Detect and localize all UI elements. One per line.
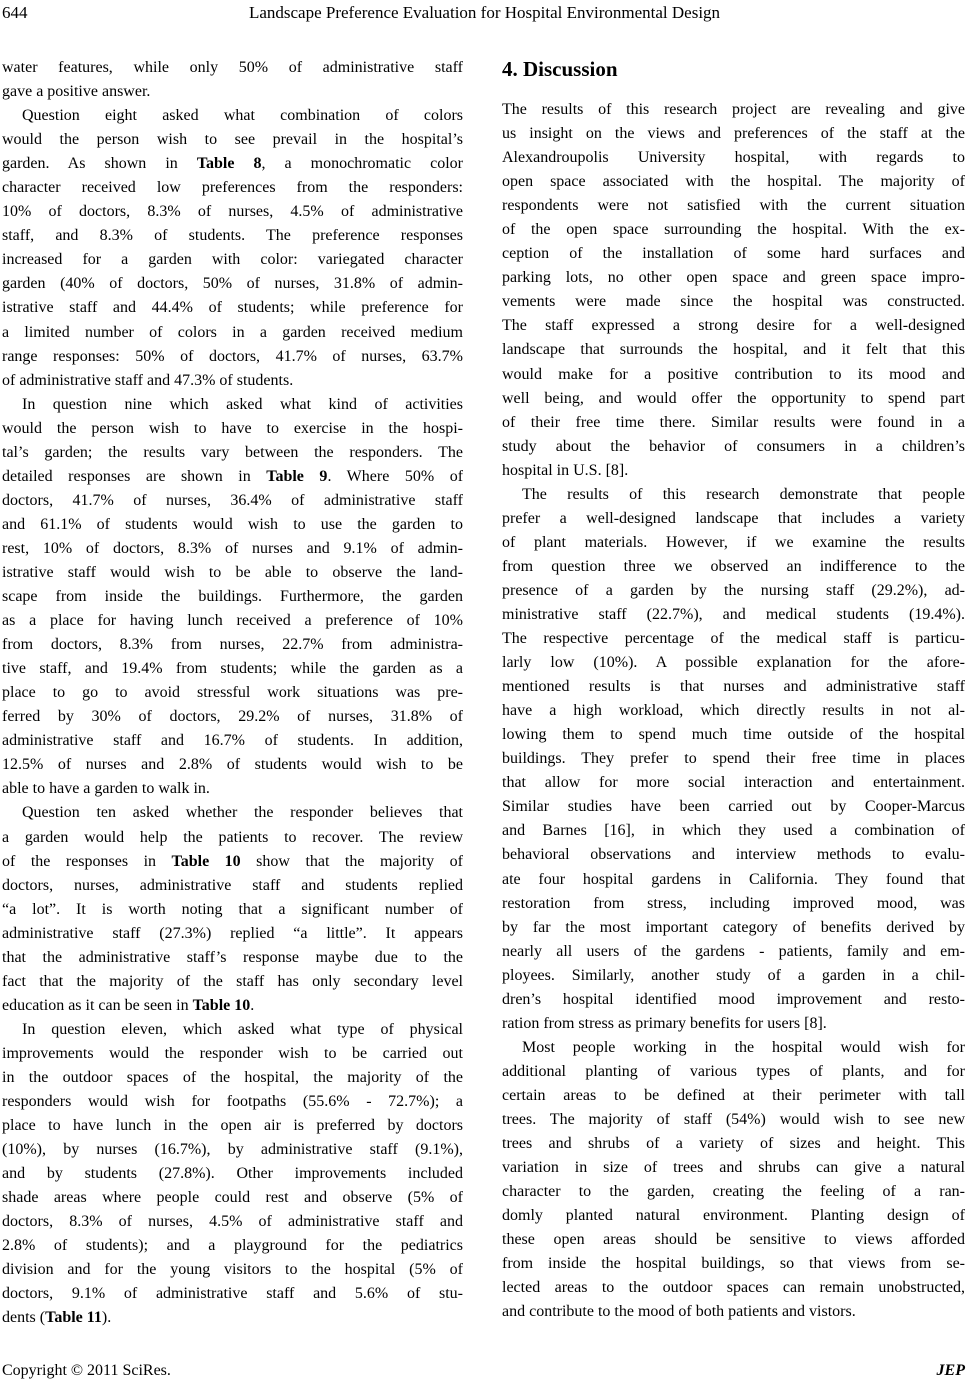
text-line: doctors, 9.1% of administrative staff and 5.6% of stu- xyxy=(2,1285,463,1303)
text-line: istrative staff and 44.4% of students; while preference for xyxy=(2,299,463,317)
text-line: The results of this research demonstrate that people xyxy=(522,485,965,503)
text-line: doctors, nurses, administrative staff and students replied xyxy=(2,876,463,894)
text-line: place to go to avoid stressful work situations was pre- xyxy=(2,684,463,702)
text-line: In question eleven, which asked what type of physical xyxy=(22,1020,463,1038)
text-line: shade areas where people could rest and observe (5% of xyxy=(2,1189,463,1207)
text-line: garden (40% of doctors, 50% of nurses, 31.8% of admin- xyxy=(2,275,463,293)
text-line: as a place for having lunch received a preference of 10% xyxy=(2,612,463,630)
left-column xyxy=(2,56,463,1330)
text-line: of plant materials. However, if we examine the results xyxy=(502,533,965,551)
text-line: larly low (10%). A possible explanation for the afore- xyxy=(502,654,965,672)
text-line: ception of the installation of some hard surfaces and xyxy=(502,245,965,263)
text-line: would the person wish to have to exercise in the hospi- xyxy=(2,419,463,437)
text-line: garden. As shown in Table 8, a monochromatic color xyxy=(2,155,463,173)
text-line: these open areas should be sensitive to views afforded xyxy=(502,1231,965,1249)
text-line: vements were made since the hospital was constructed. xyxy=(502,293,965,311)
running-title: Landscape Preference Evaluation for Hospital Environmental Design xyxy=(248,3,721,22)
text-line: us insight on the views and preferences of the staff at the xyxy=(502,125,965,143)
text-line: administrative staff and 16.7% of students. In addition, xyxy=(2,732,463,750)
text-line: and contribute to the mood of both patients and vistors. xyxy=(502,1303,856,1321)
text-line: tal’s garden; the results vary between the responders. The xyxy=(2,443,463,461)
text-line: scape from inside the buildings. Furthermore, the garden xyxy=(2,588,463,606)
text-line: lowing them to spend much time outside of the hospital xyxy=(502,726,965,744)
text-line: ministrative staff (22.7%), and medical students (19.4%). xyxy=(502,605,965,623)
text-line: variation in size of trees and shrubs can give a natural xyxy=(502,1159,965,1177)
text-line: behavioral observations and interview methods to evalu- xyxy=(502,846,965,864)
text-line: ration from stress as primary benefits for users [8]. xyxy=(502,1014,827,1032)
text-line: and Barnes [16], in which they used a combination of xyxy=(502,822,965,840)
text-line: detailed responses are shown in Table 9. Where 50% of xyxy=(2,467,463,485)
text-line: place to have lunch in the open air is preferred by doctors xyxy=(2,1117,463,1135)
text-line: istrative staff would wish to be able to observe the land- xyxy=(2,563,463,581)
right-column xyxy=(502,56,965,1324)
text-line: from question three we observed an indifference to the xyxy=(502,557,965,575)
section-heading: 4. Discussion xyxy=(502,57,618,81)
text-line: trees and shrubs of a variety of sizes and height. This xyxy=(502,1135,965,1153)
text-line: mentioned results is that nurses and administrative staff xyxy=(502,678,965,696)
text-line: would the person wish to see prevail in the hospital’s xyxy=(2,131,463,149)
text-line: Question eight asked what combination of colors xyxy=(22,107,463,125)
text-line: prefer a well-designed landscape that includes a variety xyxy=(502,509,965,527)
text-line: Alexandroupolis University hospital, with regards to xyxy=(502,149,965,167)
text-line: parking lots, no other open space and green space impro- xyxy=(502,269,965,287)
text-line: that the administrative staff’s response maybe due to the xyxy=(2,948,463,966)
text-line: additional planting of various types of plants, and for xyxy=(502,1062,965,1080)
text-line: well being, and would offer the opportunity to spend part xyxy=(502,389,965,407)
text-line: dren’s hospital identified mood improvement and resto- xyxy=(502,990,965,1008)
text-line: ate four hospital gardens in California. They found that xyxy=(502,870,965,888)
text-line: doctors, 41.7% of nurses, 36.4% of administrative staff xyxy=(2,491,463,509)
page-header xyxy=(0,3,969,25)
text-line: Question ten asked whether the responder believes that xyxy=(22,804,463,822)
text-line: lected areas to the outdoor spaces can remain unobstructed, xyxy=(502,1279,965,1297)
text-line: 2.8% of students); and a playground for the pediatrics xyxy=(2,1237,463,1255)
text-line: of their free time there. Similar results were found in a xyxy=(502,413,965,431)
text-line: improvements would the responder wish to be carried out xyxy=(2,1044,463,1062)
text-line: hospital in U.S. [8]. xyxy=(502,461,629,479)
text-line: able to have a garden to walk in. xyxy=(2,780,210,798)
page-number: 644 xyxy=(2,3,28,22)
text-line: range responses: 50% of doctors, 41.7% of nurses, 63.7% xyxy=(2,347,463,365)
text-line: a limited number of colors in a garden received medium xyxy=(2,323,463,341)
text-line: 10% of doctors, 8.3% of nurses, 4.5% of administrative xyxy=(2,203,463,221)
text-line: “a lot”. It is worth noting that a significant number of xyxy=(2,900,463,918)
text-line: administrative staff (27.3%) replied “a little”. It appears xyxy=(2,924,463,942)
text-line: respondents were not satisfied with the current situation xyxy=(502,197,965,215)
footer-copyright: Copyright © 2011 SciRes. xyxy=(2,1362,171,1379)
text-line: of the open space surrounding the hospital. With the ex- xyxy=(502,221,965,239)
text-line: The staff expressed a strong desire for a well-designed xyxy=(502,317,965,335)
text-line: education as it can be seen in Table 10. xyxy=(2,996,255,1014)
text-line: Most people working in the hospital would wish for xyxy=(522,1038,965,1056)
text-line: nearly all users of the gardens - patients, family and em- xyxy=(502,942,965,960)
page-footer xyxy=(2,1361,965,1381)
text-line: dents (Table 11). xyxy=(2,1309,112,1327)
text-line: staff, and 8.3% of students. The preference responses xyxy=(2,227,463,245)
text-line: trees. The majority of staff (54%) would wish to see new xyxy=(502,1110,965,1128)
text-line: and by students (27.8%). Other improvements included xyxy=(2,1165,463,1183)
text-line: would make for a positive contribution to its mood and xyxy=(502,365,965,383)
text-line: ployees. Similarly, another study of a garden in a chil- xyxy=(502,966,965,984)
text-line: study about the behavior of consumers in a children’s xyxy=(502,437,965,455)
text-line: that allow for more social interaction and entertainment. xyxy=(502,774,965,792)
text-line: rest, 10% of doctors, 8.3% of nurses and 9.1% of admin- xyxy=(2,539,463,557)
text-line: The results of this research project are revealing and give xyxy=(502,101,965,118)
text-line: domly planted natural environment. Planting design of xyxy=(502,1207,965,1225)
text-line: fact that the majority of the staff has only secondary level xyxy=(2,972,463,990)
text-line: tive staff, and 19.4% from students; while the garden as a xyxy=(2,660,463,678)
text-line: presence of a garden by the nursing staff (29.2%), ad- xyxy=(502,581,965,599)
text-line: by far the most important category of benefits derived by xyxy=(502,918,965,936)
text-line: (10%), by nurses (16.7%), by administrative staff (9.1%), xyxy=(2,1141,463,1159)
text-line: restoration from stress, including improved mood, was xyxy=(502,894,965,912)
text-line: character to the garden, creating the feeling of a ran- xyxy=(502,1183,965,1201)
text-line: landscape that surrounds the hospital, and it felt that this xyxy=(502,341,965,359)
text-line: ferred by 30% of doctors, 29.2% of nurses, 31.8% of xyxy=(2,708,463,726)
text-line: of administrative staff and 47.3% of students. xyxy=(2,371,294,389)
text-line: In question nine which asked what kind of activities xyxy=(22,395,463,413)
text-line: water features, while only 50% of administrative staff xyxy=(2,59,463,76)
text-line: 12.5% of nurses and 2.8% of students would wish to be xyxy=(2,756,463,774)
text-line: have a high workload, which directly results in not al- xyxy=(502,702,965,720)
text-line: open space associated with the hospital. The majority of xyxy=(502,173,965,191)
text-line: of the responses in Table 10 show that the majority of xyxy=(2,852,463,870)
text-line: The respective percentage of the medical staff is particu- xyxy=(502,630,965,648)
text-line: a garden would help the patients to recover. The review xyxy=(2,828,463,846)
text-line: certain areas to be defined at their perimeter with tall xyxy=(502,1086,965,1104)
text-line: division and for the young visitors to the hospital (5% of xyxy=(2,1261,463,1279)
footer-journal: JEP xyxy=(936,1362,965,1379)
text-line: in the outdoor spaces of the hospital, the majority of the xyxy=(2,1068,463,1086)
text-line: buildings. They prefer to spend their free time in places xyxy=(502,750,965,768)
text-line: Similar studies have been carried out by Cooper-Marcus xyxy=(502,798,965,816)
text-line: responders would wish for footpaths (55.6% - 72.7%); a xyxy=(2,1093,463,1111)
text-line: from doctors, 8.3% from nurses, 22.7% from administra- xyxy=(2,636,463,654)
text-line: gave a positive answer. xyxy=(2,83,151,101)
right-column-body xyxy=(502,98,965,1324)
text-line: doctors, 8.3% of nurses, 4.5% of administrative staff and xyxy=(2,1213,463,1231)
text-line: character received low preferences from the responders: xyxy=(2,179,463,197)
text-line: from inside the hospital buildings, so that views from se- xyxy=(502,1255,965,1273)
text-line: increased for a garden with color: variegated character xyxy=(2,251,463,269)
text-line: and 61.1% of students would wish to use the garden to xyxy=(2,515,463,533)
